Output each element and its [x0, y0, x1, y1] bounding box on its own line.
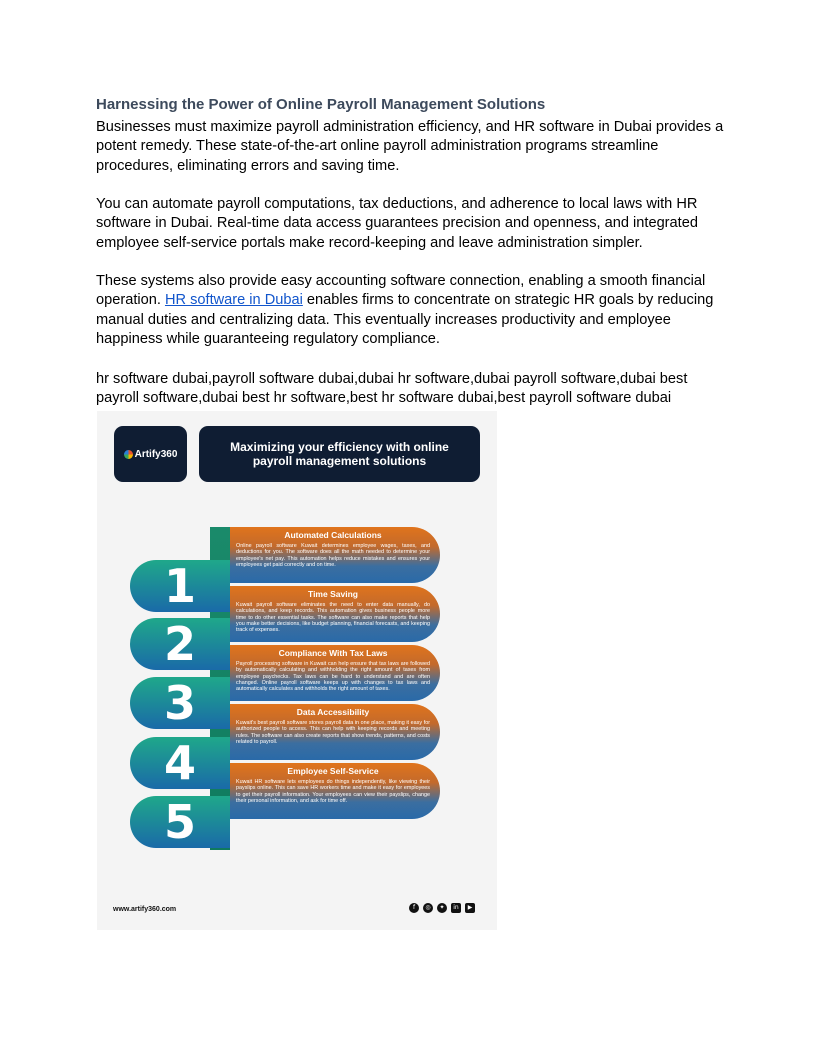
step-title: Time Saving [308, 589, 358, 599]
linkedin-icon: in [451, 903, 461, 913]
paragraph-integration [96, 272, 724, 350]
step-title: Automated Calculations [284, 530, 382, 540]
step-card [230, 527, 440, 583]
artify-logo-icon [124, 450, 133, 459]
step-number: 2 [130, 618, 230, 670]
paragraph-automation: You can automate payroll computations, tax deductions, and adherence to local laws with HR software in Dubai. Real-time data access guarantees precision and openness, and integrated employee self-service portals make record-keeping and leave administration simpler. [96, 196, 698, 251]
infographic-image [97, 411, 497, 930]
step-number: 1 [130, 560, 230, 612]
social-icons [409, 903, 475, 913]
step-description: Kuwait payroll software eliminates the need to enter data manually, do calculations, and keep records. This automation gives business people more time to do other essential tasks. The software can also make reports that help you make better decisions, like budget planning, financial forecasts, and keeping track of expenses. [236, 602, 430, 634]
step-description: Online payroll software Kuwait determines employee wages, taxes, and deductions for you. The software does all the math needed to determine your employee's net pay. This automation helps reduce mistakes and ensures your employees get paid correctly and on time. [236, 543, 430, 568]
step-number: 4 [130, 737, 230, 789]
paragraph-text-after: enables firms to concentrate on strategic HR goals by reducing manual duties and centralizing data. This eventually increases productivity and employee happiness while guaranteeing regulatory compliance. [96, 292, 714, 348]
step-card [230, 645, 440, 701]
keywords-text: hr software dubai,payroll software dubai,dubai hr software,dubai payroll software,dubai best payroll software,dubai best hr software,best hr software dubai,best payroll software dubai [96, 371, 688, 407]
step-card [230, 704, 440, 760]
step-description: Kuwait's best payroll software stores payroll data in one place, making it easy for authorized people to access. This can help with keeping records and meeting rules. The software can also create reports that show trends, patterns, and costs related to payroll. [236, 720, 430, 745]
step-card [230, 763, 440, 819]
step-title: Compliance With Tax Laws [278, 648, 388, 658]
step-title: Employee Self-Service [287, 766, 379, 776]
step-number: 3 [130, 677, 230, 729]
step-number: 5 [130, 796, 230, 848]
facebook-icon: f [409, 903, 419, 913]
page-title: Harnessing the Power of Online Payroll Management Solutions [96, 96, 546, 113]
logo-text: Artify360 [134, 448, 178, 460]
step-description: Kuwait HR software lets employees do things independently, like viewing their payslips online. This can save HR workers time and make it easy for employees to get their payroll information. Your employees can view their payslips, change their personal information, and ask for time off. [236, 779, 430, 804]
twitter-icon: ✦ [437, 903, 447, 913]
step-description: Payroll processing software in Kuwait can help ensure that tax laws are followed by automatically calculating and withholding the right amount of taxes from employee paychecks. Tax laws can be hard to understand and are often changed. Online payroll software keeps up with changes to tax laws and automatically calculates and withholds the right amount of taxes. [236, 661, 430, 693]
website-url: www.artify360.com [113, 906, 177, 913]
instagram-icon: ◎ [423, 903, 433, 913]
infographic-title: Maximizing your efficiency with online payroll management solutions [199, 426, 480, 482]
paragraph-intro: Businesses must maximize payroll administration efficiency, and HR software in Dubai provides a potent remedy. These state-of-the-art online payroll administration programs streamline procedures, eliminating errors and saving time. [96, 119, 724, 174]
logo [114, 426, 187, 482]
youtube-icon: ▶ [465, 903, 475, 913]
hr-software-link[interactable]: HR software in Dubai [164, 292, 303, 309]
step-card [230, 586, 440, 642]
step-title: Data Accessibility [296, 707, 370, 717]
paragraph-text-before: These systems also provide easy accounting software connection, enabling a smooth financial operation. [96, 273, 706, 309]
